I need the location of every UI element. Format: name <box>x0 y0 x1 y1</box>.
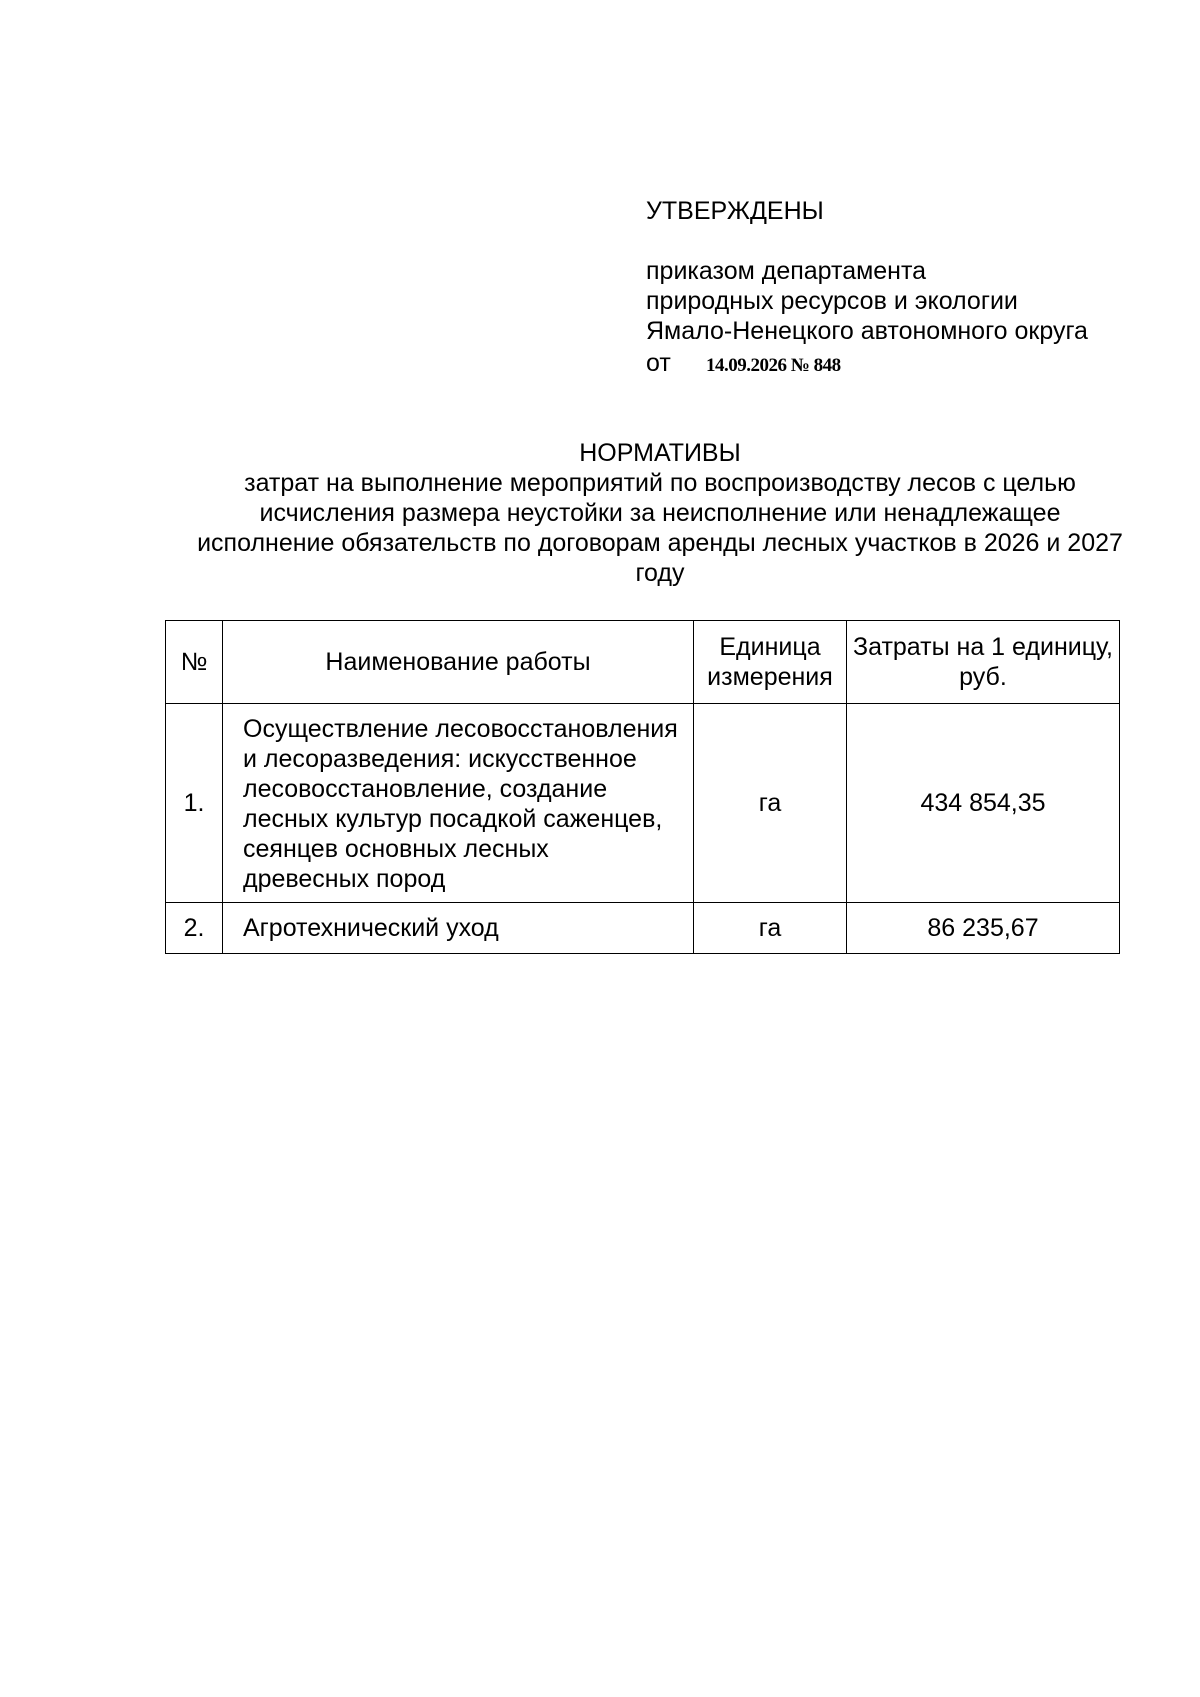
row-work-name: Агротехнический уход <box>223 903 694 954</box>
approval-date-line <box>646 348 1088 381</box>
approval-title: УТВЕРЖДЕНЫ <box>646 197 824 225</box>
row-work-name: Осуществление лесовосстановления и лесоразведения: искусственное лесовосстановление, создание лесных культур посадкой саженцев, сеянцев основных лесных древесных пород <box>223 704 694 903</box>
norms-table <box>165 620 1120 954</box>
header-number: № <box>166 621 223 704</box>
document-title: НОРМАТИВЫ <box>579 439 741 467</box>
header-name: Наименование работы <box>223 621 694 704</box>
document-heading <box>180 438 1140 588</box>
row-unit: га <box>694 704 847 903</box>
document-subtitle: затрат на выполнение мероприятий по воспроизводству лесов с целью исчисления размера неустойки за неисполнение или ненадлежащее исполнение обязательств по договорам аренды лесных участков в 2026 и 2027 году <box>197 469 1123 587</box>
approval-line-1: приказом департамента <box>646 257 927 285</box>
approval-date-prefix: от <box>646 349 671 377</box>
approval-line-3: Ямало-Ненецкого автономного округа <box>646 317 1088 345</box>
row-cost: 434 854,35 <box>847 704 1120 903</box>
row-number: 1. <box>166 704 223 903</box>
table-row <box>166 704 1120 903</box>
approval-line-2: природных ресурсов и экологии <box>646 287 1018 315</box>
header-unit: Единица измерения <box>694 621 847 704</box>
row-unit: га <box>694 903 847 954</box>
row-number: 2. <box>166 903 223 954</box>
approval-date-number: 14.09.2026 № 848 <box>706 355 841 376</box>
row-cost: 86 235,67 <box>847 903 1120 954</box>
table-row <box>166 903 1120 954</box>
table-header-row <box>166 621 1120 704</box>
header-cost: Затраты на 1 единицу, руб. <box>847 621 1120 704</box>
approval-block <box>646 196 1088 381</box>
